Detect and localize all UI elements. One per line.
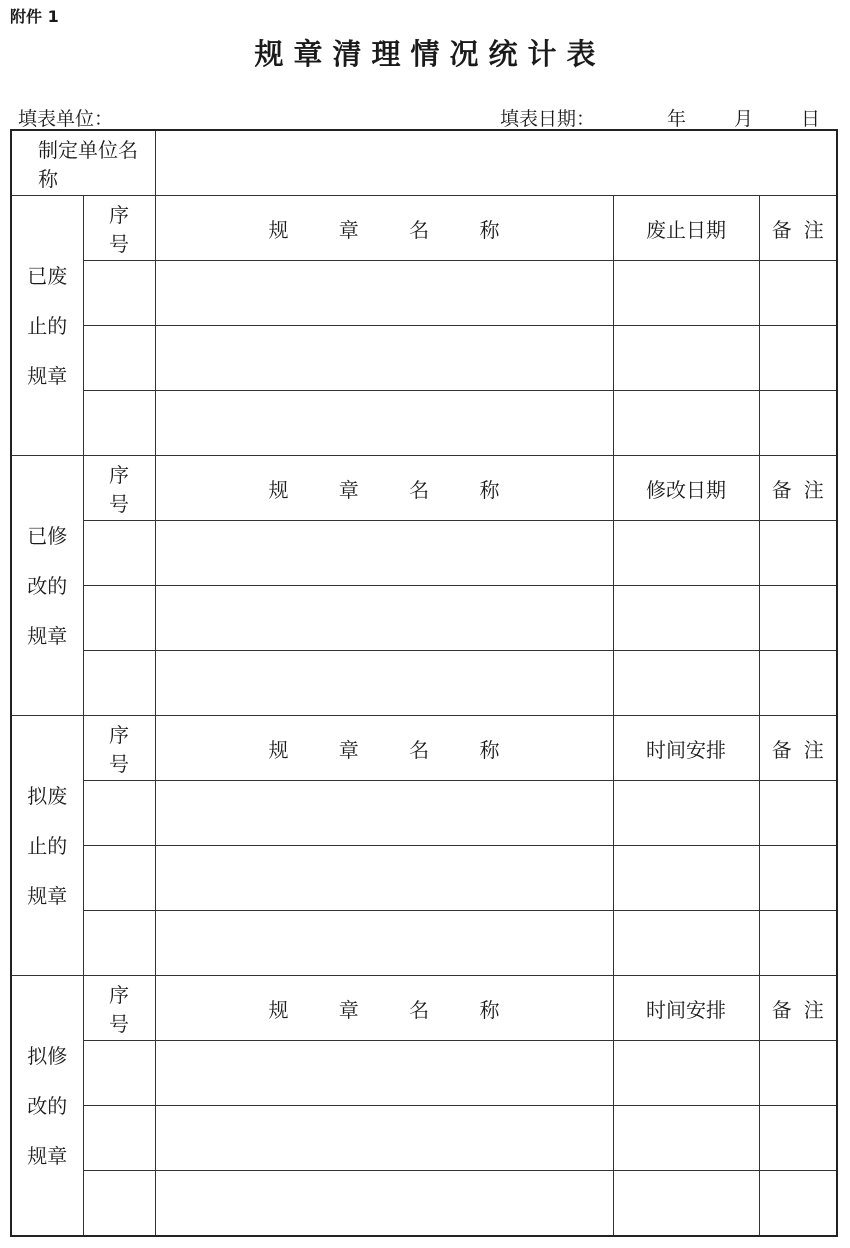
fill-date-block xyxy=(500,104,820,131)
header-date: 时间安排 xyxy=(613,976,759,1041)
date-cell[interactable] xyxy=(613,1171,759,1237)
seq-cell[interactable] xyxy=(83,781,155,846)
seq-cell[interactable] xyxy=(83,521,155,586)
note-cell[interactable] xyxy=(759,391,837,456)
seq-cell[interactable] xyxy=(83,1041,155,1106)
year-label: 年 xyxy=(667,108,687,130)
name-cell[interactable] xyxy=(155,911,613,976)
note-cell[interactable] xyxy=(759,586,837,651)
unit-name-label: 制定单位名称 xyxy=(11,130,155,196)
section-header-row xyxy=(11,716,837,781)
date-cell[interactable] xyxy=(613,1106,759,1171)
table-row xyxy=(11,1106,837,1171)
date-cell[interactable] xyxy=(613,651,759,716)
unit-name-input-cell[interactable] xyxy=(155,130,837,196)
seq-cell[interactable] xyxy=(83,911,155,976)
seq-cell[interactable] xyxy=(83,1171,155,1237)
date-cell[interactable] xyxy=(613,846,759,911)
header-date: 废止日期 xyxy=(613,196,759,261)
date-cell[interactable] xyxy=(613,911,759,976)
table-row xyxy=(11,586,837,651)
date-cell[interactable] xyxy=(613,521,759,586)
date-cell[interactable] xyxy=(613,781,759,846)
date-cell[interactable] xyxy=(613,586,759,651)
table-row xyxy=(11,911,837,976)
category-cell: 已废 止的 规章 xyxy=(11,196,83,456)
header-name: 规 章 名 称 xyxy=(155,196,613,261)
note-cell[interactable] xyxy=(759,1041,837,1106)
name-cell[interactable] xyxy=(155,1041,613,1106)
page-title: 规章清理情况统计表 xyxy=(254,37,606,71)
name-cell[interactable] xyxy=(155,326,613,391)
table-row xyxy=(11,326,837,391)
name-cell[interactable] xyxy=(155,391,613,456)
name-cell[interactable] xyxy=(155,586,613,651)
seq-cell[interactable] xyxy=(83,391,155,456)
note-cell[interactable] xyxy=(759,326,837,391)
note-cell[interactable] xyxy=(759,911,837,976)
seq-cell[interactable] xyxy=(83,261,155,326)
name-cell[interactable] xyxy=(155,1106,613,1171)
date-cell[interactable] xyxy=(613,261,759,326)
header-seq: 序号 xyxy=(83,196,155,261)
statistics-table xyxy=(10,129,838,1237)
name-cell[interactable] xyxy=(155,261,613,326)
header-note: 备注 xyxy=(759,716,837,781)
unit-name-row xyxy=(11,130,837,196)
fill-date-label: 填表日期： xyxy=(500,108,596,130)
header-note: 备注 xyxy=(759,456,837,521)
header-date: 修改日期 xyxy=(613,456,759,521)
category-cell: 拟修 改的 规章 xyxy=(11,976,83,1237)
name-cell[interactable] xyxy=(155,521,613,586)
header-seq: 序号 xyxy=(83,716,155,781)
table-row xyxy=(11,1171,837,1237)
note-cell[interactable] xyxy=(759,521,837,586)
header-note: 备注 xyxy=(759,976,837,1041)
section-header-row xyxy=(11,196,837,261)
table-row xyxy=(11,1041,837,1106)
seq-cell[interactable] xyxy=(83,1106,155,1171)
note-cell[interactable] xyxy=(759,1171,837,1237)
note-cell[interactable] xyxy=(759,846,837,911)
note-cell[interactable] xyxy=(759,651,837,716)
seq-cell[interactable] xyxy=(83,586,155,651)
header-date: 时间安排 xyxy=(613,716,759,781)
name-cell[interactable] xyxy=(155,846,613,911)
header-note: 备注 xyxy=(759,196,837,261)
table-row xyxy=(11,651,837,716)
header-name: 规 章 名 称 xyxy=(155,976,613,1041)
attachment-label: 附件 1 xyxy=(10,7,59,26)
seq-cell[interactable] xyxy=(83,846,155,911)
name-cell[interactable] xyxy=(155,1171,613,1237)
date-cell[interactable] xyxy=(613,391,759,456)
day-label: 日 xyxy=(801,108,821,130)
seq-cell[interactable] xyxy=(83,651,155,716)
note-cell[interactable] xyxy=(759,781,837,846)
table-row xyxy=(11,391,837,456)
month-label: 月 xyxy=(734,108,754,130)
category-cell: 已修 改的 规章 xyxy=(11,456,83,716)
name-cell[interactable] xyxy=(155,651,613,716)
header-name: 规 章 名 称 xyxy=(155,456,613,521)
date-cell[interactable] xyxy=(613,326,759,391)
fill-unit-label: 填表单位： xyxy=(18,108,114,130)
section-header-row xyxy=(11,976,837,1041)
header-seq: 序号 xyxy=(83,456,155,521)
table-row xyxy=(11,781,837,846)
category-cell: 拟废 止的 规章 xyxy=(11,716,83,976)
date-cell[interactable] xyxy=(613,1041,759,1106)
note-cell[interactable] xyxy=(759,261,837,326)
note-cell[interactable] xyxy=(759,1106,837,1171)
seq-cell[interactable] xyxy=(83,326,155,391)
table-row xyxy=(11,521,837,586)
header-name: 规 章 名 称 xyxy=(155,716,613,781)
name-cell[interactable] xyxy=(155,781,613,846)
section-header-row xyxy=(11,456,837,521)
header-seq: 序号 xyxy=(83,976,155,1041)
table-row xyxy=(11,846,837,911)
table-row xyxy=(11,261,837,326)
